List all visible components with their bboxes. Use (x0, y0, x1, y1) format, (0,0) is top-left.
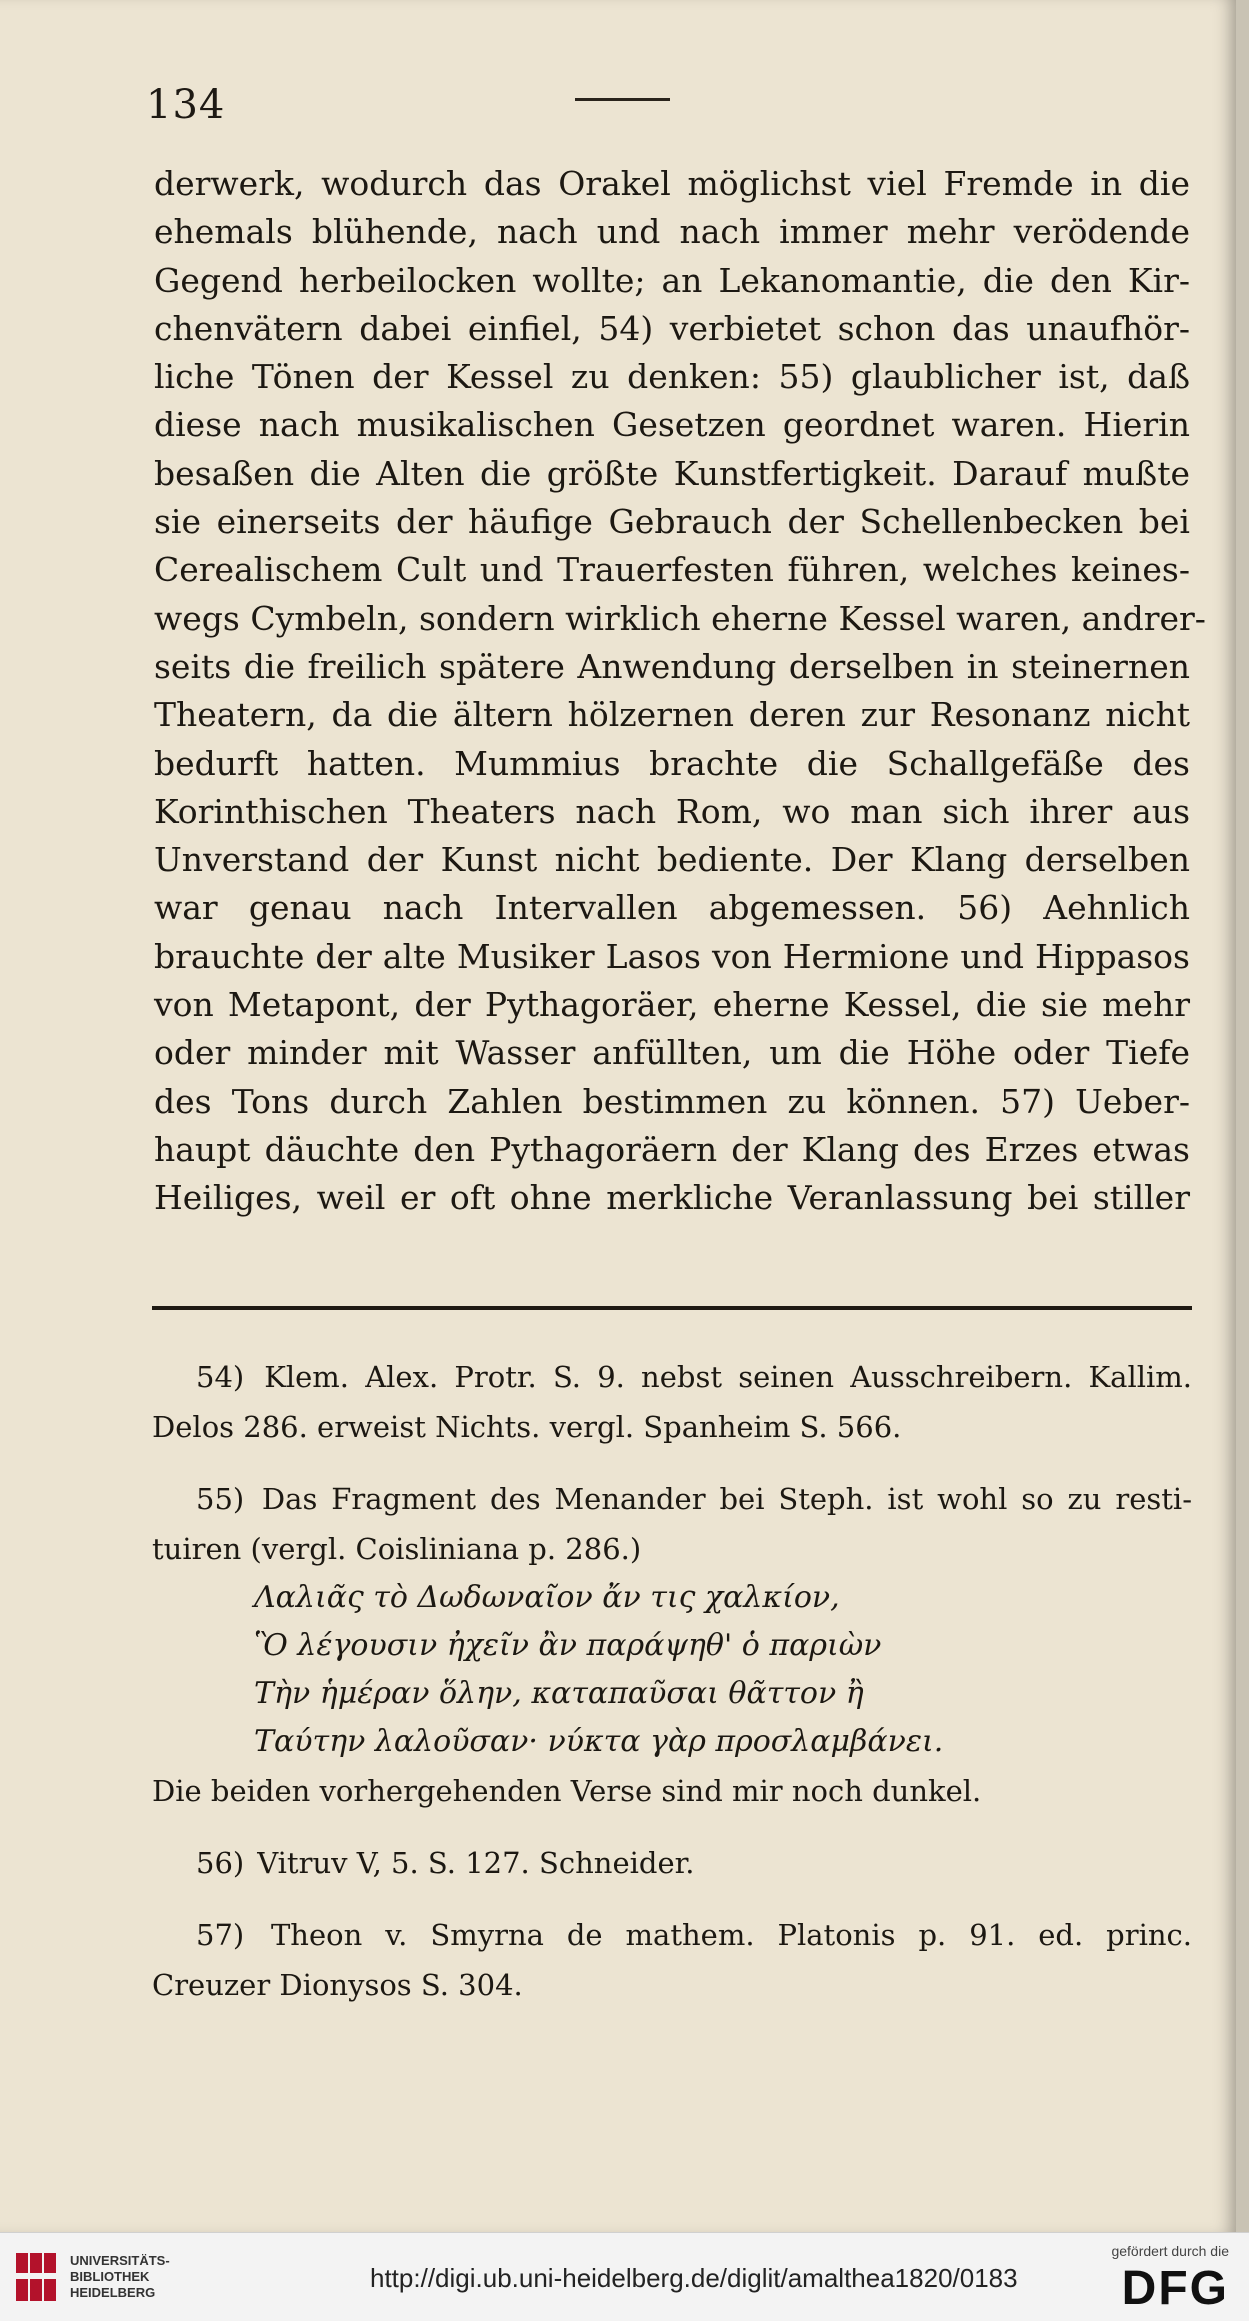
body-line: brauchte der alte Musiker Lasos von Hermione und Hippasos (154, 936, 1190, 976)
body-line: besaßen die Alten die größte Kunstfertigkeit. Darauf mußte (154, 453, 1190, 493)
library-logo-icon (14, 2249, 58, 2305)
greek-verse: Ταύτην λαλοῦσαν· νύκτα γὰρ προσλαμβάνει. (254, 1724, 944, 1759)
greek-verse: Τὴν ἡμέραν ὅλην, καταπαῦσαι θᾶττον ἢ (254, 1676, 864, 1711)
body-line: chenvätern dabei einfiel, 54) verbietet schon das unaufhör- (154, 308, 1190, 348)
body-line: wegs Cymbeln, sondern wirklich eherne Kessel waren, andrer- (154, 598, 1206, 638)
body-line: sie einerseits der häufige Gebrauch der Schellenbecken bei (154, 502, 1190, 542)
body-line: Theatern, da die ältern hölzernen deren zur Resonanz nicht (154, 695, 1190, 735)
footnote-55 (152, 1474, 1192, 1816)
footnote-54-line1 (152, 1352, 1192, 1402)
footnote-57-line2: Creuzer Dionysos S. 304. (152, 1968, 523, 2002)
body-line: haupt däuchte den Pythagoräern der Klang des Erzes etwas (154, 1129, 1190, 1169)
footnote-54 (152, 1352, 1192, 1452)
library-name-line: BIBLIOTHEK (70, 2269, 150, 2284)
footnote-text: Klem. Alex. Protr. S. 9. nebst seinen Ausschreibern. Kallim. (264, 1360, 1193, 1394)
footnote-57 (152, 1910, 1192, 2010)
footnote-number: 54) (196, 1360, 245, 1394)
body-line: war genau nach Intervallen abgemessen. 56) Aehnlich (154, 888, 1190, 928)
footnote-number: 56) (196, 1846, 245, 1880)
body-line: ehemals blühende, nach und nach immer mehr verödende (154, 212, 1190, 252)
footnote-55-line2: tuiren (vergl. Coisliniana p. 286.) (152, 1532, 642, 1566)
body-line: diese nach musikalischen Gesetzen geordnet waren. Hierin (154, 405, 1190, 445)
footnote-text: Theon v. Smyrna de mathem. Platonis p. 91. ed. princ. (270, 1918, 1192, 1952)
body-line: Cerealischem Cult und Trauerfesten führen, welches keines- (154, 550, 1190, 590)
body-line: Korinthischen Theaters nach Rom, wo man sich ihrer aus (154, 791, 1190, 831)
greek-verse: Ὃ λέγουσιν ἠχεῖν ἂν παράψηθ' ὁ παριὼν (254, 1628, 882, 1663)
footnote-56-line1 (152, 1838, 1192, 1888)
library-name (70, 2253, 170, 2301)
library-name-line: UNIVERSITÄTS- (70, 2253, 170, 2268)
footnote-54-line2: Delos 286. erweist Nichts. vergl. Spanheim S. 566. (152, 1410, 902, 1444)
footnote-number: 55) (196, 1482, 245, 1516)
source-url-link[interactable]: http://digi.ub.uni-heidelberg.de/diglit/amalthea1820/0183 (370, 2263, 1018, 2293)
greek-verse: Λαλιᾶς τὸ Δωδωναῖον ἄν τις χαλκίον, (254, 1580, 840, 1615)
footnote-55-line1 (152, 1474, 1192, 1524)
body-line: bedurft hatten. Mummius brachte die Schallgefäße des (154, 743, 1190, 783)
dfg-logo: DFG (1121, 2262, 1229, 2315)
header-rule (575, 98, 670, 101)
body-line: oder minder mit Wasser anfüllten, um die Höhe oder Tiefe (154, 1033, 1190, 1073)
body-text (154, 160, 1206, 1223)
footnote-text: Das Fragment des Menander bei Steph. ist wohl so zu resti- (261, 1482, 1192, 1516)
digitization-footer (0, 2232, 1249, 2321)
body-line: derwerk, wodurch das Orakel möglichst viel Fremde in die (154, 164, 1190, 203)
footnote-number: 57) (196, 1918, 245, 1952)
footnote-rule (152, 1306, 1192, 1310)
body-line: seits die freilich spätere Anwendung derselben in steinernen (154, 646, 1190, 686)
footnote-55-after: Die beiden vorhergehenden Verse sind mir noch dunkel. (152, 1774, 982, 1808)
body-line: Unverstand der Kunst nicht bediente. Der Klang derselben (154, 840, 1190, 880)
sponsor-label: gefördert durch die (1111, 2243, 1229, 2259)
body-line: liche Tönen der Kessel zu denken: 55) glaublicher ist, daß (154, 357, 1190, 397)
body-line: Gegend herbeilocken wollte; an Lekanomantie, die den Kir- (154, 260, 1190, 300)
footnotes (152, 1352, 1192, 2032)
body-line: von Metapont, der Pythagoräer, eherne Kessel, die sie mehr (154, 985, 1190, 1025)
body-line: Heiliges, weil er oft ohne merkliche Veranlassung bei stiller (154, 1178, 1190, 1218)
page-number: 134 (146, 82, 226, 128)
library-name-line: HEIDELBERG (70, 2285, 156, 2300)
footnote-57-line1 (152, 1910, 1192, 1960)
footnote-text: Vitruv V, 5. S. 127. Schneider. (257, 1846, 695, 1880)
body-line: des Tons durch Zahlen bestimmen zu können. 57) Ueber- (154, 1081, 1190, 1121)
footnote-56 (152, 1838, 1192, 1888)
